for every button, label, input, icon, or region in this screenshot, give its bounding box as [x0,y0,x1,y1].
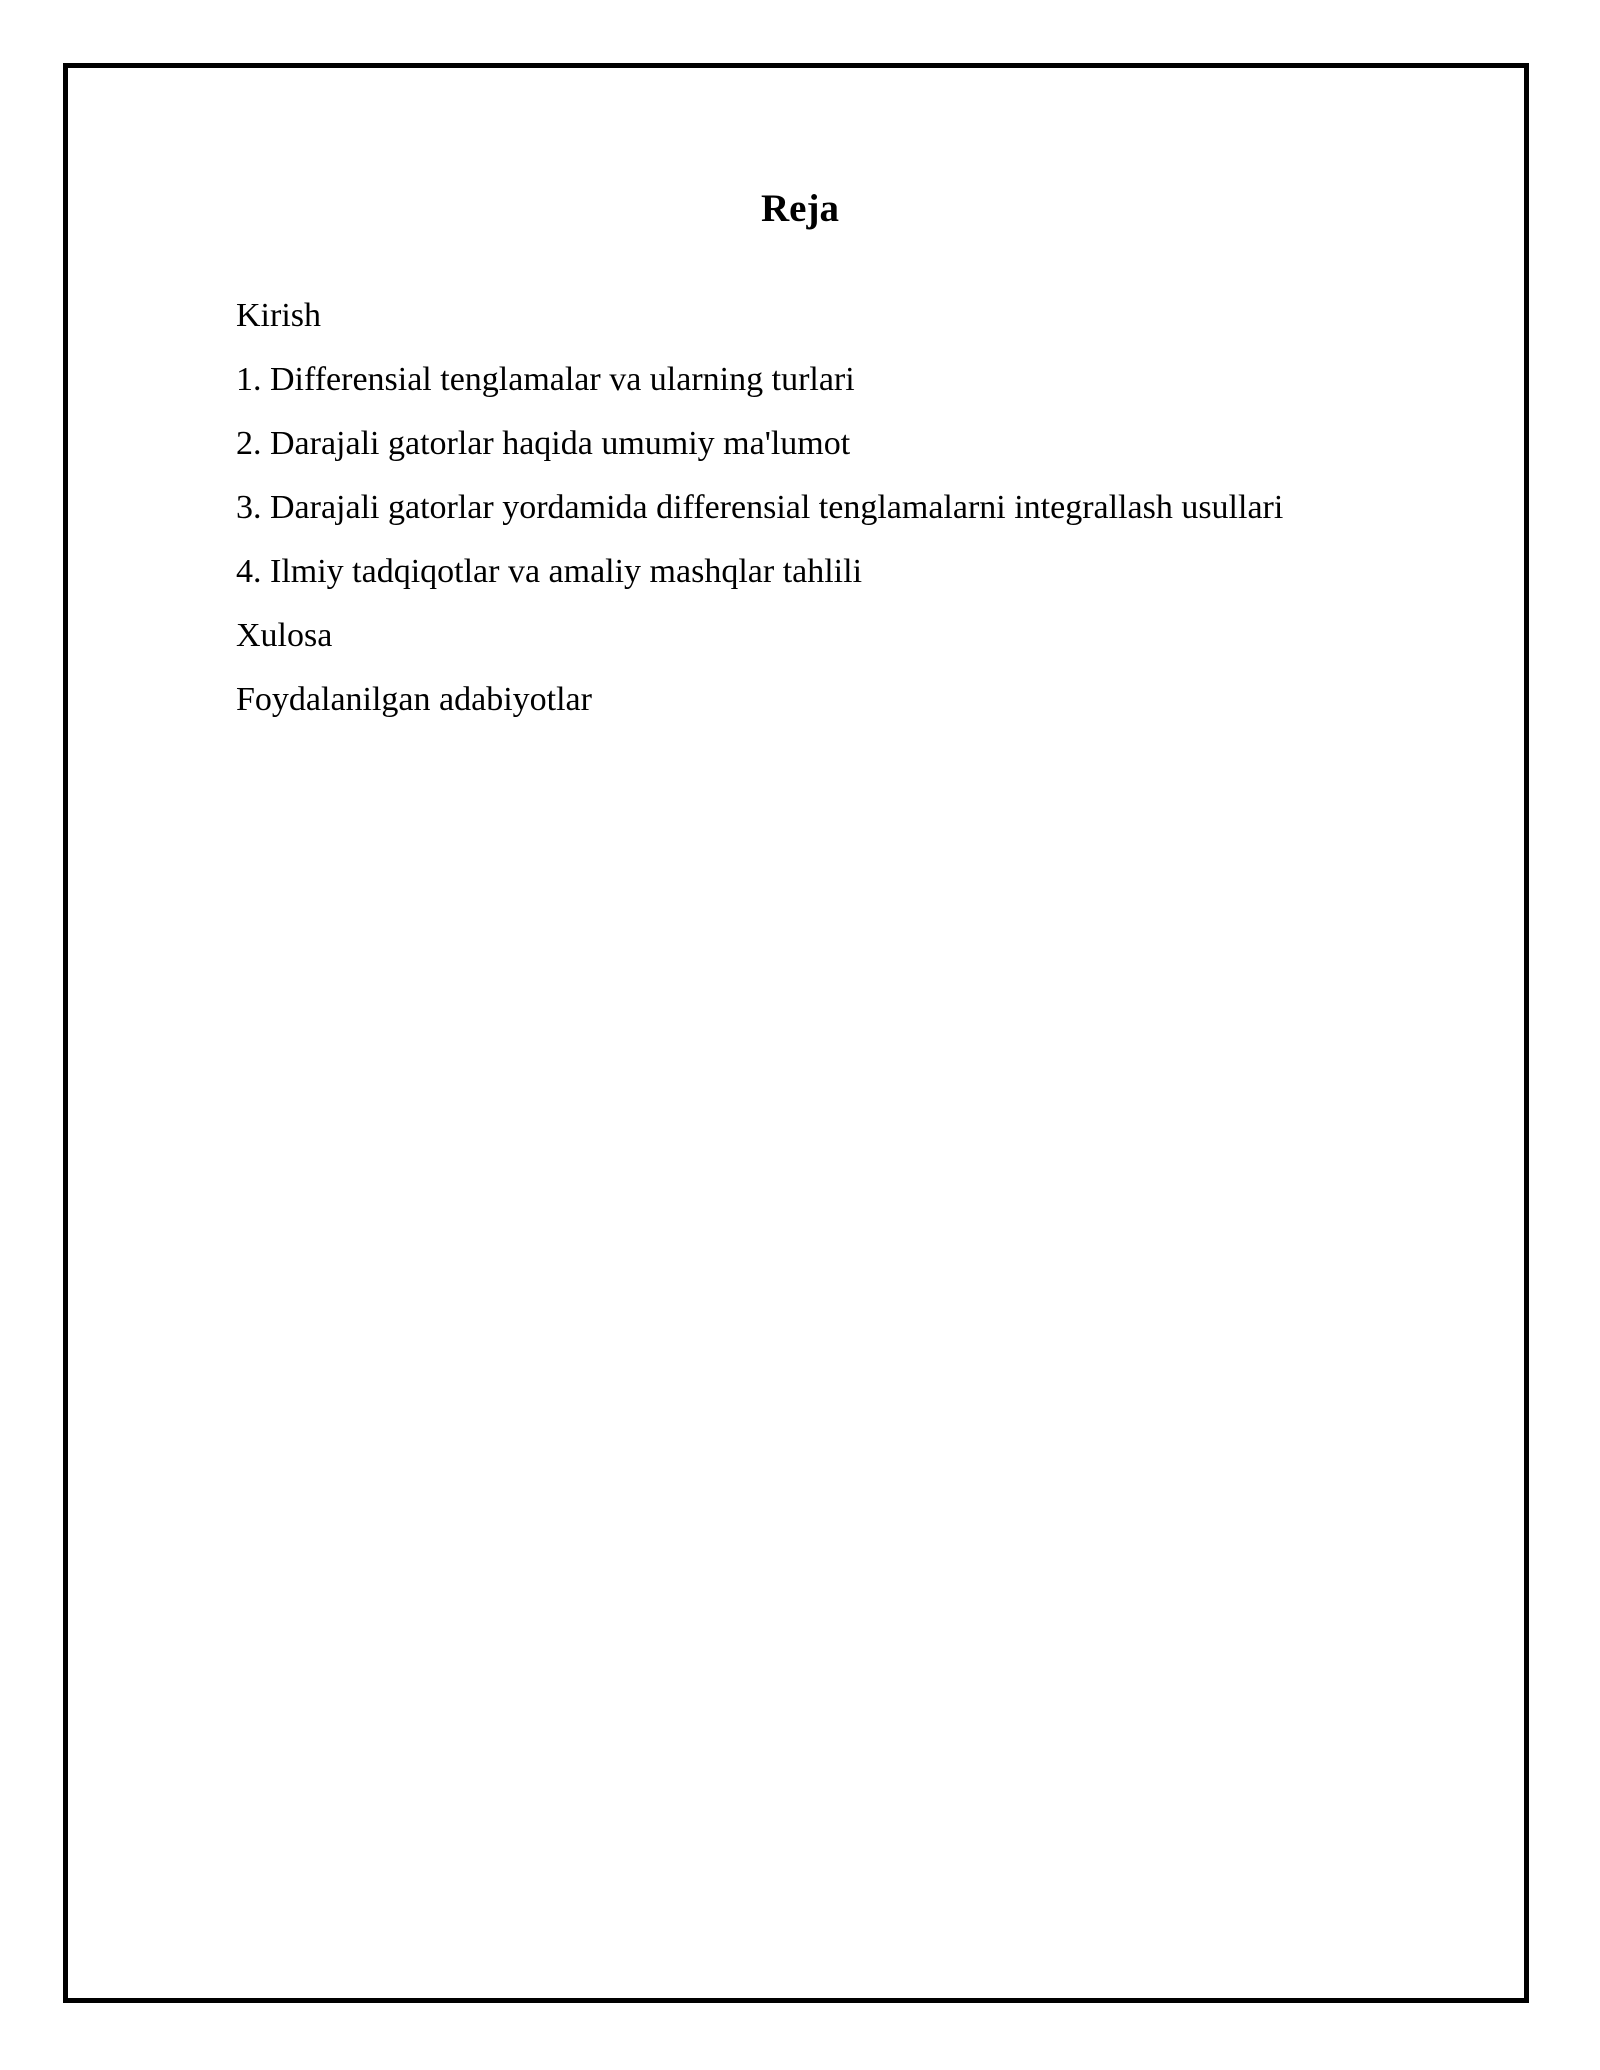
plan-item-references: Foydalanilgan adabiyotlar [236,681,592,718]
plan-list [236,284,1283,732]
plan-item-conclusion: Xulosa [236,617,333,654]
plan-item-1: 1. Differensial tenglamalar va ularning turlari [236,361,855,398]
page-title: Reja [761,187,839,230]
plan-item-3: 3. Darajali gatorlar yordamida differensial tenglamalarni integrallash usullari [236,489,1284,526]
plan-item-2: 2. Darajali gatorlar haqida umumiy ma'lumot [236,425,851,462]
plan-item-4: 4. Ilmiy tadqiqotlar va amaliy mashqlar tahlili [236,553,863,590]
plan-item-introduction: Kirish [236,297,321,334]
